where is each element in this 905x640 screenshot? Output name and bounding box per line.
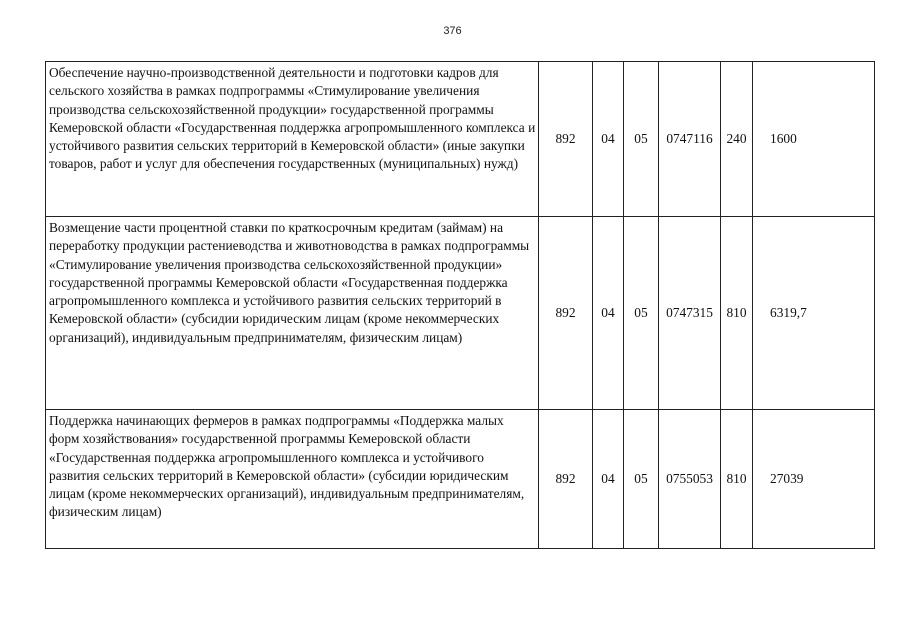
- section-code: 04: [593, 217, 624, 410]
- amount: 6319,7: [753, 217, 875, 410]
- page-number: 376: [443, 25, 462, 37]
- subsection-code: 05: [624, 410, 659, 549]
- section-code: 04: [593, 62, 624, 217]
- expense-type-code: 240: [721, 62, 753, 217]
- target-article-code: 0747116: [659, 62, 721, 217]
- table-row: [46, 410, 875, 549]
- ministry-code: 892: [539, 410, 593, 549]
- budget-table: [45, 61, 875, 549]
- ministry-code: 892: [539, 217, 593, 410]
- section-code: 04: [593, 410, 624, 549]
- amount: 27039: [753, 410, 875, 549]
- ministry-code: 892: [539, 62, 593, 217]
- row-description: Поддержка начинающих фермеров в рамках подпрограммы «Поддержка малых форм хозяйствования» государственной программы Кемеровской области «Государственная поддержка агропромышленного комплекса и устойчивого развития сельских территорий в Кемеровской области» (субсидии юридическим лицам (кроме некоммерческих организаций), индивидуальным предпринимателям, физическим лицам): [46, 410, 539, 549]
- table-row: [46, 217, 875, 410]
- expense-type-code: 810: [721, 410, 753, 549]
- row-description: Возмещение части процентной ставки по краткосрочным кредитам (займам) на переработку продукции растениеводства и животноводства в рамках подпрограммы «Стимулирование увеличения производства сельскохозяйственной продукции» государственной программы Кемеровской области «Государственная поддержка агропромышленного комплекса и устойчивого развития сельских территорий в Кемеровской области» (субсидии юридическим лицам (кроме некоммерческих организаций), индивидуальным предпринимателям, физическим лицам): [46, 217, 539, 410]
- amount: 1600: [753, 62, 875, 217]
- target-article-code: 0747315: [659, 217, 721, 410]
- subsection-code: 05: [624, 62, 659, 217]
- subsection-code: 05: [624, 217, 659, 410]
- row-description: Обеспечение научно-производственной деятельности и подготовки кадров для сельского хозяйства в рамках подпрограммы «Стимулирование увеличения производства сельскохозяйственной продукции» государственной программы Кемеровской области «Государственная поддержка агропромышленного комплекса и устойчивого развития сельских территорий в Кемеровской области» (иные закупки товаров, работ и услуг для обеспечения государственных (муниципальных) нужд): [46, 62, 539, 217]
- table-row: [46, 62, 875, 217]
- expense-type-code: 810: [721, 217, 753, 410]
- target-article-code: 0755053: [659, 410, 721, 549]
